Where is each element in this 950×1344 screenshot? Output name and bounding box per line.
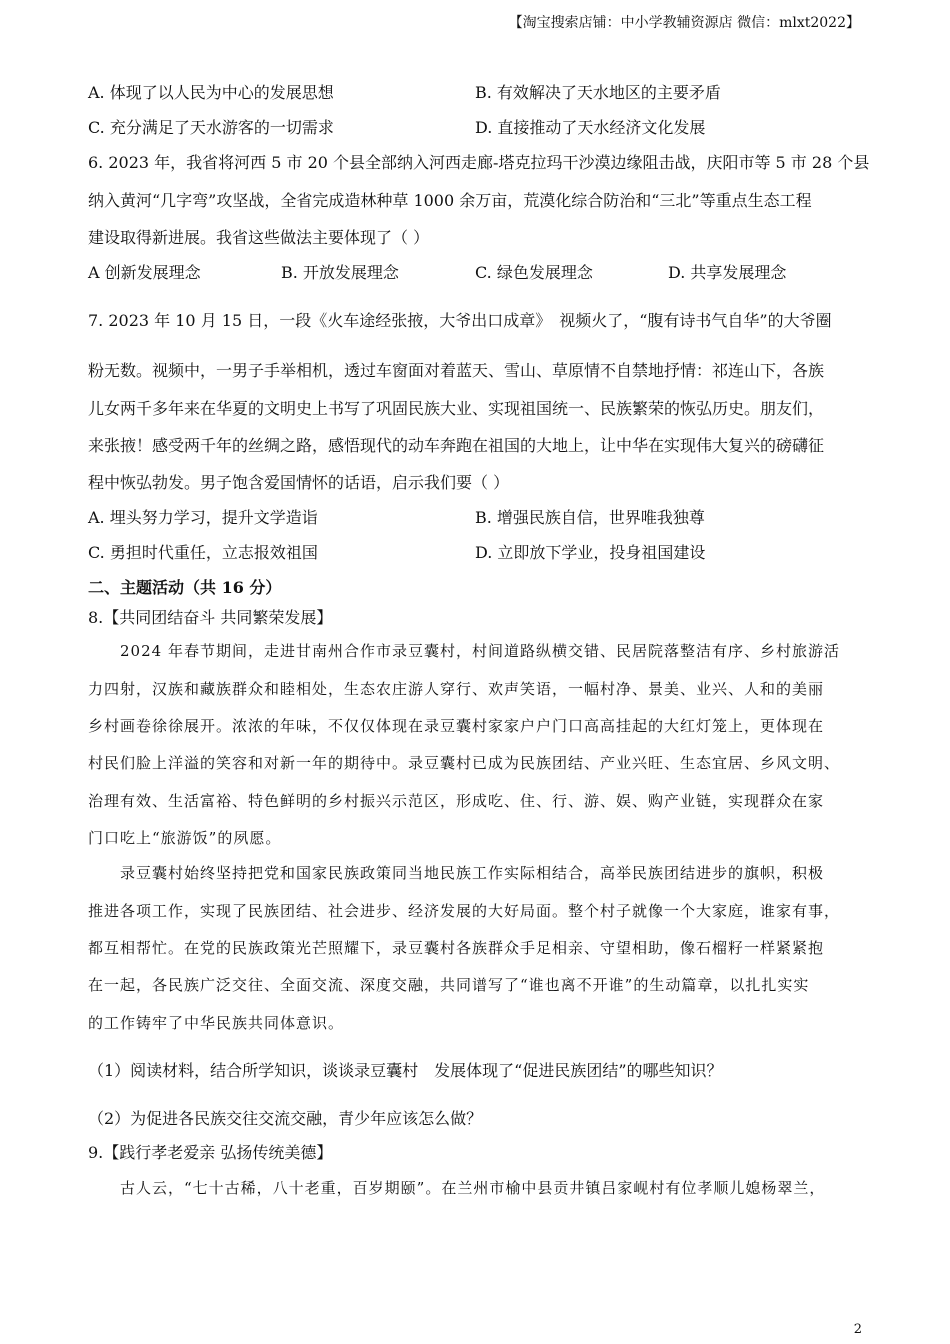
q7-option-b: B. 增强民族自信，世界唯我独尊: [475, 508, 705, 527]
q8-material-line: 在一起，各民族广泛交往、全面交流、深度交融，共同谱写了“谁也离不开谁”的生动篇章，以扎扎实实: [88, 976, 810, 994]
q6-line-3: 建设取得新进展。我省这些做法主要体现了（ ）: [88, 228, 430, 247]
q8-material-line: 力四射，汉族和藏族群众和睦相处，生态农庄游人穿行、欢声笑语，一幅村净、景美、业兴、人和的美丽: [88, 680, 825, 698]
q8-sub-question-1: （1）阅读材料，结合所学知识，谈谈录豆囊村 发展体现了“促进民族团结”的哪些知识？: [88, 1061, 723, 1080]
q8-material-line: 录豆囊村始终坚持把党和国家民族政策同当地民族工作实际相结合，高举民族团结进步的旗帜，积极: [88, 864, 825, 882]
q8-material-line: 乡村画卷徐徐展开。浓浓的年味，不仅仅体现在录豆囊村家家户户门口高高挂起的大红灯笼上，更体现在: [88, 717, 825, 735]
q6-option-b: B. 开放发展理念: [281, 263, 399, 282]
page-header: 【淘宝搜索店铺：中小学教辅资源店 微信：mlxt2022】: [508, 15, 860, 31]
q5-option-d: D. 直接推动了天水经济文化发展: [475, 118, 706, 137]
q8-material-line: 的工作铸牢了中华民族共同体意识。: [88, 1014, 345, 1032]
q7-line-1: 7. 2023 年 10 月 15 日，一段《火车途经张掖，大爷出口成章》 视频火了，“腹有诗书气自华”的大爷圈: [88, 311, 832, 330]
page-number: 2: [853, 1322, 862, 1337]
q7-option-d: D. 立即放下学业，投身祖国建设: [475, 543, 706, 562]
q5-option-c: C. 充分满足了天水游客的一切需求: [88, 118, 334, 137]
q9-material-line: 古人云，“七十古稀，八十老重，百岁期颐”。在兰州市榆中县贡井镇吕家岘村有位孝顺儿媳杨翠兰，: [88, 1179, 826, 1197]
q6-line-1: 6. 2023 年，我省将河西 5 市 20 个县全部纳入河西走廊-塔克拉玛干沙漠边缘阻击战，庆阳市等 5 市 28 个县: [88, 153, 870, 172]
q5-option-b: B. 有效解决了天水地区的主要矛盾: [475, 83, 721, 102]
q6-option-c: C. 绿色发展理念: [475, 263, 593, 282]
q7-option-c: C. 勇担时代重任，立志报效祖国: [88, 543, 318, 562]
q6-option-d: D. 共享发展理念: [668, 263, 787, 282]
q9-title: 9.【践行孝老爱亲 弘扬传统美德】: [88, 1143, 333, 1162]
q5-option-a: A. 体现了以人民为中心的发展思想: [88, 83, 334, 102]
q7-line-4: 来张掖！感受两千年的丝绸之路，感悟现代的动车奔跑在祖国的大地上，让中华在实现伟大复兴的磅礴征: [88, 436, 825, 455]
q8-material-line: 推进各项工作，实现了民族团结、社会进步、经济发展的大好局面。整个村子就像一个大家庭，谁家有事，: [88, 902, 841, 920]
q6-option-a: A 创新发展理念: [88, 263, 201, 282]
q7-line-2: 粉无数。视频中，一男子手举相机，透过车窗面对着蓝天、雪山、草原情不自禁地抒情：祁连山下，各族: [88, 361, 825, 380]
q6-line-2: 纳入黄河“几字弯”攻坚战，全省完成造林种草 1000 余万亩，荒漠化综合防治和“三北”等重点生态工程: [88, 191, 812, 210]
q7-line-5: 程中恢弘勃发。男子饱含爱国情怀的话语，启示我们要（ ）: [88, 473, 510, 492]
q8-title: 8.【共同团结奋斗 共同繁荣发展】: [88, 608, 333, 627]
q7-line-3: 儿女两千多年来在华夏的文明史上书写了巩固民族大业、实现祖国统一、民族繁荣的恢弘历史。朋友们，: [88, 399, 825, 418]
q8-material-line: 2024 年春节期间，走进甘南州合作市录豆囊村，村间道路纵横交错、民居院落整洁有序、乡村旅游活: [88, 642, 840, 660]
q8-material-line: 村民们脸上洋溢的笑容和对新一年的期待中。录豆囊村已成为民族团结、产业兴旺、生态宜居、乡风文明、: [88, 754, 841, 772]
q8-material-line: 门口吃上“旅游饭”的夙愿。: [88, 829, 282, 847]
q8-material-line: 都互相帮忙。在党的民族政策光芒照耀下，录豆囊村各族群众手足相亲、守望相助，像石榴籽一样紧紧抱: [88, 939, 825, 957]
q8-sub-question-2: （2）为促进各民族交往交流交融，青少年应该怎么做？: [88, 1109, 483, 1128]
q7-option-a: A. 埋头努力学习，提升文学造诣: [88, 508, 318, 527]
section-2-title: 二、主题活动（共 16 分）: [88, 578, 282, 597]
q8-material-line: 治理有效、生活富裕、特色鲜明的乡村振兴示范区，形成吃、住、行、游、娱、购产业链，实现群众在家: [88, 792, 825, 810]
